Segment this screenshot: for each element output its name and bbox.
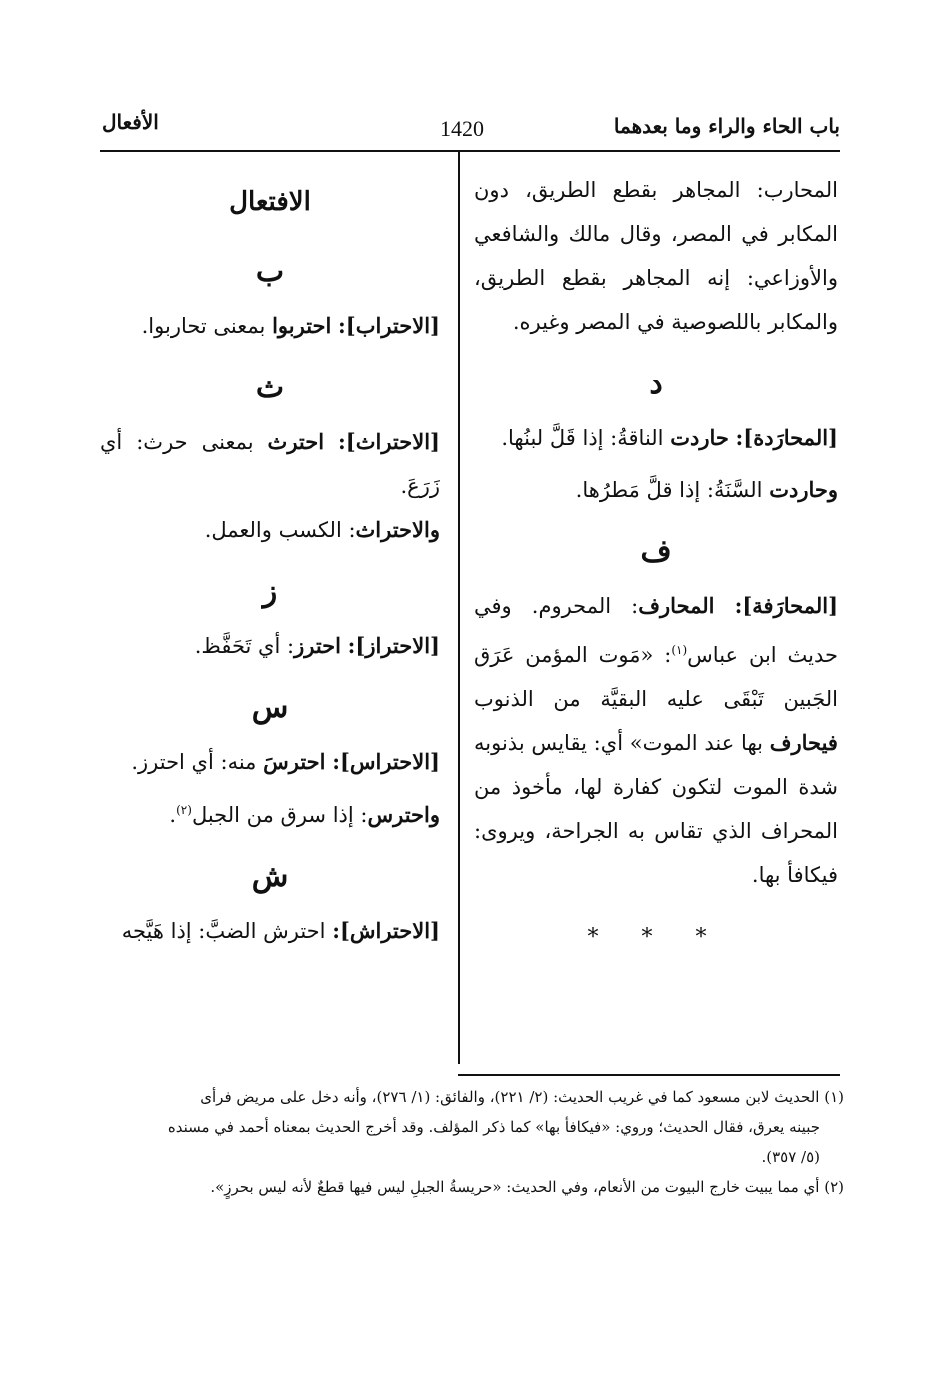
entry-term: احترسَ [263, 749, 326, 774]
letter-heading-tha: ث [255, 370, 285, 405]
entry-head: [الاحتراس]: [332, 749, 440, 774]
entry-term: حاردت [670, 425, 729, 450]
chapter-title: باب الحاء والراء وما بعدهما [613, 114, 840, 138]
entry-ihtiras [100, 740, 440, 784]
entry-muharib: المحارب: المجاهر بقطع الطريق، دون المكابر في المصر، وقال مالك والشافعي والأوزاعي: إنه المجاهر بقطع الطريق، والمكابر باللصوصية في المصر وغيره. [474, 178, 838, 334]
entry-term: وحاردت [769, 477, 838, 502]
entry-head: [الاحتراب]: [338, 313, 440, 338]
entry-term: احترث [267, 429, 325, 454]
entry-ihtiras-2: واحترس: إذا سرق من الجبل$^{(٢)}$. [169, 802, 440, 827]
letter-heading-fa: ف [640, 534, 672, 569]
entry-head: [المحارَدة]: [735, 425, 838, 450]
footnote-rule [458, 1074, 840, 1076]
running-header [100, 108, 840, 148]
entry-muharadah [474, 416, 838, 460]
left-column [100, 168, 440, 953]
entry-term: فيحارف [769, 730, 838, 755]
footnote-1-line-1: (١) الحديث لابن مسعود كما في غريب الحديث: (٢/ ٢٢١)، والفائق: (١/ ٢٧٦)، وأنه دخل على مريض فرأى [200, 1088, 844, 1106]
entry-ihtirath-2 [100, 508, 440, 552]
entry-ihtiraz [100, 624, 440, 668]
entry-body: بمعنى حرث: أي زَرَعَ. [100, 430, 440, 498]
entry-ihtirash [100, 909, 440, 953]
entry-muharafah [474, 584, 838, 897]
entry-head: [الاحتراز]: [347, 633, 440, 658]
entry-term: واحترس [367, 802, 440, 827]
footnotes [96, 1082, 844, 1202]
entry-body: الناقةُ: إذا قَلَّ لبنُها. [501, 426, 664, 450]
footnote-ref-2[interactable]: (٢) [176, 803, 192, 817]
entry-ihtirab [100, 304, 440, 348]
right-column [474, 168, 838, 950]
entry-body: السَّنَةُ: إذا قلَّ مَطرُها. [575, 478, 763, 502]
letter-heading-sin: س [251, 690, 289, 725]
section-end-stars: * * * [587, 925, 725, 950]
entry-body: : إذا سرق من الجبل [191, 803, 368, 827]
entry-ihtirath [100, 420, 440, 508]
column-divider [458, 152, 460, 1064]
entry-term: احترز [294, 633, 341, 658]
entry-body: : أي تَحَفَّظ. [194, 634, 295, 658]
entry-body: منه: أي احترز. [131, 750, 257, 774]
entry-body: : المحروم. وفي حديث ابن عباس [474, 594, 838, 667]
entry-body: : «مَوت المؤمن عَرَق الجَبين تَبْقَى عليه البقيَّة من الذنوب [474, 643, 838, 711]
footnote-1-line-3: (٥/ ٣٥٧). [761, 1148, 820, 1166]
letter-heading-ba: ب [255, 254, 285, 289]
letter-heading-dal: د [649, 366, 663, 401]
section-heading: الافتعال [229, 187, 311, 217]
footnote-1-line-2: جبينه يعرق، فقال الحديث؛ وروي: «فيكافأ بها» كما ذكر المؤلف. وقد أخرج الحديث بمعناه أحمد في مسنده [167, 1118, 820, 1136]
entry-term: المحارف [638, 593, 715, 618]
header-rule [100, 150, 840, 152]
letter-heading-zay: ز [262, 574, 278, 609]
entry-head: [الاحتراش]: [332, 918, 440, 943]
entry-muharadah-2 [474, 468, 838, 512]
entry-body: بمعنى تحاربوا. [141, 314, 266, 338]
page-number: 1420 [440, 116, 484, 141]
entry-term: احتربوا [272, 313, 332, 338]
letter-heading-shin: ش [251, 859, 289, 894]
entry-head: [الاحتراث]: [338, 429, 440, 454]
entry-body: : الكسب والعمل. [204, 518, 356, 542]
section-title: الأفعال [102, 110, 159, 134]
entry-term: والاحتراث [355, 517, 440, 542]
entry-head: [المحارَفة]: [734, 593, 838, 618]
entry-body: بها عند الموت» أي: يقايس بذنوبه شدة الموت لتكون كفارة لها، مأخوذ من المحراف الذي تقاس به الجراحة، ويروى: فيكافأ بها. [474, 731, 838, 887]
footnote-ref-1[interactable]: (١) [671, 643, 688, 657]
footnote-2: (٢) أي مما يبيت خارج البيوت من الأنعام، وفي الحديث: «حريسةُ الجبلِ ليس فيها قطعٌ لأنه ليس بحرزٍ». [210, 1178, 844, 1196]
entry-body: احترش الضبَّ: إذا هَيَّجه [121, 919, 326, 943]
